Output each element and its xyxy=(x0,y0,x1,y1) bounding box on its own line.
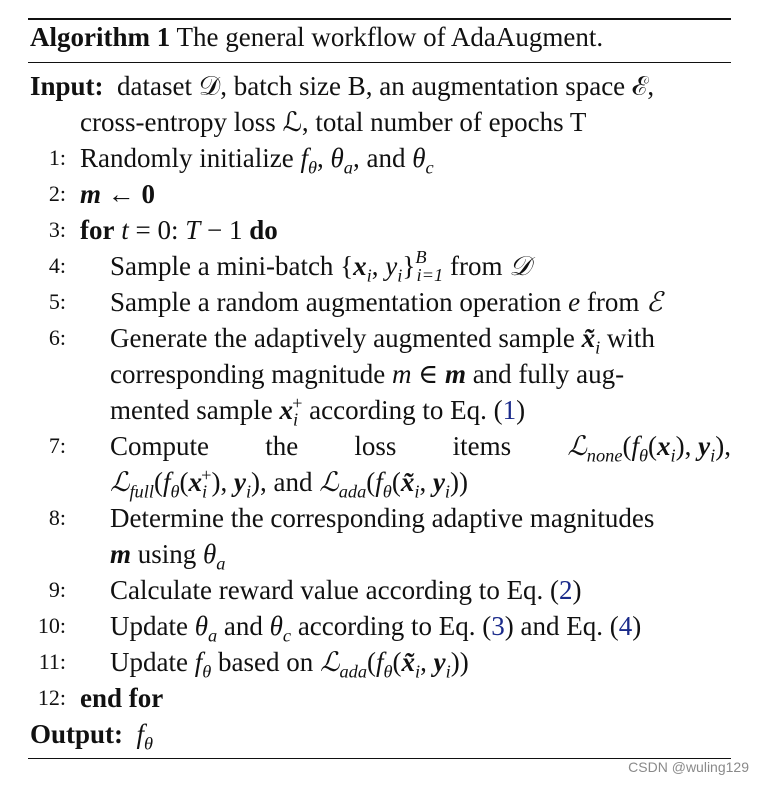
step-text: the xyxy=(265,431,299,461)
step-8 xyxy=(30,500,735,536)
line-number: 3: xyxy=(48,217,66,242)
step-tail: from xyxy=(586,287,640,317)
step-text: ) xyxy=(516,395,526,425)
output-line: Output: $f_\theta$ xyxy=(30,719,154,754)
equation-ref[interactable]: 1 xyxy=(502,395,517,425)
input-line-2 xyxy=(30,104,735,140)
line-number: 5: xyxy=(48,289,66,314)
step-text: ) xyxy=(572,575,582,605)
step-text: according to Eq. ( xyxy=(297,611,492,641)
step-text: with xyxy=(606,323,655,353)
step-4: 4: Sample a mini-batch {$x_i$, $y_i\}^B_{i=1}$ from 𝒟 xyxy=(30,248,735,284)
step-12 xyxy=(30,680,735,716)
keyword-do: do xyxy=(249,215,278,245)
step-text: , and xyxy=(260,467,313,497)
step-text: Update xyxy=(110,647,188,677)
step-6: 6: Generate the adaptively augmented sample $x̃_i$ with xyxy=(30,320,735,356)
input-text-1: dataset 𝒟, batch size B, an augmentation space ℰ, xyxy=(117,71,655,101)
line-number: 9: xyxy=(48,577,66,602)
step-1: 1: Randomly initialize $f_\theta$, $\theta_a$, and $\theta_c$ xyxy=(30,140,735,176)
step-text: loss xyxy=(354,431,397,461)
line-number: 7: xyxy=(48,433,66,458)
equation-ref[interactable]: 4 xyxy=(618,611,633,641)
step-10: 10: Update $\theta_a$ and $\theta_c$ according to Eq. (3) and Eq. (4) xyxy=(30,608,735,644)
output-label: Output: xyxy=(30,719,124,749)
line-number: 4: xyxy=(48,253,66,278)
caption-text: The general workflow of AdaAugment. xyxy=(176,22,604,52)
step-text: Determine the corresponding adaptive magnitudes xyxy=(110,503,655,533)
top-rule xyxy=(28,18,731,20)
step-text: mented sample xyxy=(110,395,273,425)
step-text: Randomly initialize xyxy=(80,143,294,173)
input-label: Input: xyxy=(30,71,104,101)
step-text: and xyxy=(223,611,263,641)
step-7-cont: $ℒ_{full}(f_\theta(x_i^+)$, $y_i$), and $ℒ_{ada}(f_\theta(x̃_i$, $y_i$)) xyxy=(110,465,469,502)
step-text: based on xyxy=(218,647,314,677)
step-6-cont-1: corresponding magnitude m ∈ m and fully aug- xyxy=(110,359,625,389)
bottom-rule xyxy=(28,758,731,759)
step-tail: from xyxy=(449,251,503,281)
step-text: Sample a random augmentation operation xyxy=(110,287,562,317)
line-number: 2: xyxy=(48,181,66,206)
line-number: 8: xyxy=(48,505,66,530)
step-text: ) and Eq. ( xyxy=(504,611,619,641)
step-text: ) xyxy=(632,611,642,641)
input-text-2: cross-entropy loss ℒ, total number of epochs T xyxy=(80,107,587,137)
watermark: CSDN @wuling129 xyxy=(628,759,749,775)
algorithm-caption xyxy=(30,22,603,53)
step-text: items xyxy=(452,431,512,461)
line-number: 11: xyxy=(38,649,66,674)
input-line-1 xyxy=(30,68,735,104)
step-9 xyxy=(30,572,735,608)
caption-rule xyxy=(28,62,731,63)
step-text: and fully aug- xyxy=(472,359,625,389)
line-number: 6: xyxy=(48,325,66,350)
line-number: 1: xyxy=(48,145,66,170)
step-5: 5: Sample a random augmentation operation e from ℰ xyxy=(30,284,735,320)
step-text: Calculate reward value according to Eq. ( xyxy=(110,575,560,605)
step-8-cont: m using $\theta_a$ xyxy=(110,539,226,574)
step-2: 2: m ← 0 xyxy=(30,176,735,212)
step-7: 7: Compute the loss items $ℒ_{none}(f_\theta(x_i)$, $y_i$), xyxy=(30,428,735,464)
step-text: according to Eq. ( xyxy=(309,395,503,425)
step-text: Sample a mini-batch xyxy=(110,251,334,281)
keyword-end-for: end for xyxy=(80,683,164,713)
keyword-for: for xyxy=(80,215,115,245)
step-text: using xyxy=(137,539,197,569)
equation-ref[interactable]: 2 xyxy=(559,575,573,605)
equation-ref[interactable]: 3 xyxy=(491,611,505,641)
step-text: corresponding magnitude xyxy=(110,359,386,389)
caption-label: Algorithm 1 xyxy=(30,22,171,52)
step-11: 11: Update $f_\theta$ based on $ℒ_{ada}(f_\theta(x̃_i$, $y_i$)) xyxy=(30,644,735,680)
step-text: Generate the adaptively augmented sample xyxy=(110,323,575,353)
step-6-cont-2: mented sample $x_i^+$ according to Eq. (1) xyxy=(110,393,526,430)
step-3: 3: for t = 0: T − 1 do xyxy=(30,212,735,248)
step-text: Update xyxy=(110,611,188,641)
line-number: 12: xyxy=(37,685,66,710)
line-number: 10: xyxy=(37,613,66,638)
step-text: Compute xyxy=(110,431,209,461)
